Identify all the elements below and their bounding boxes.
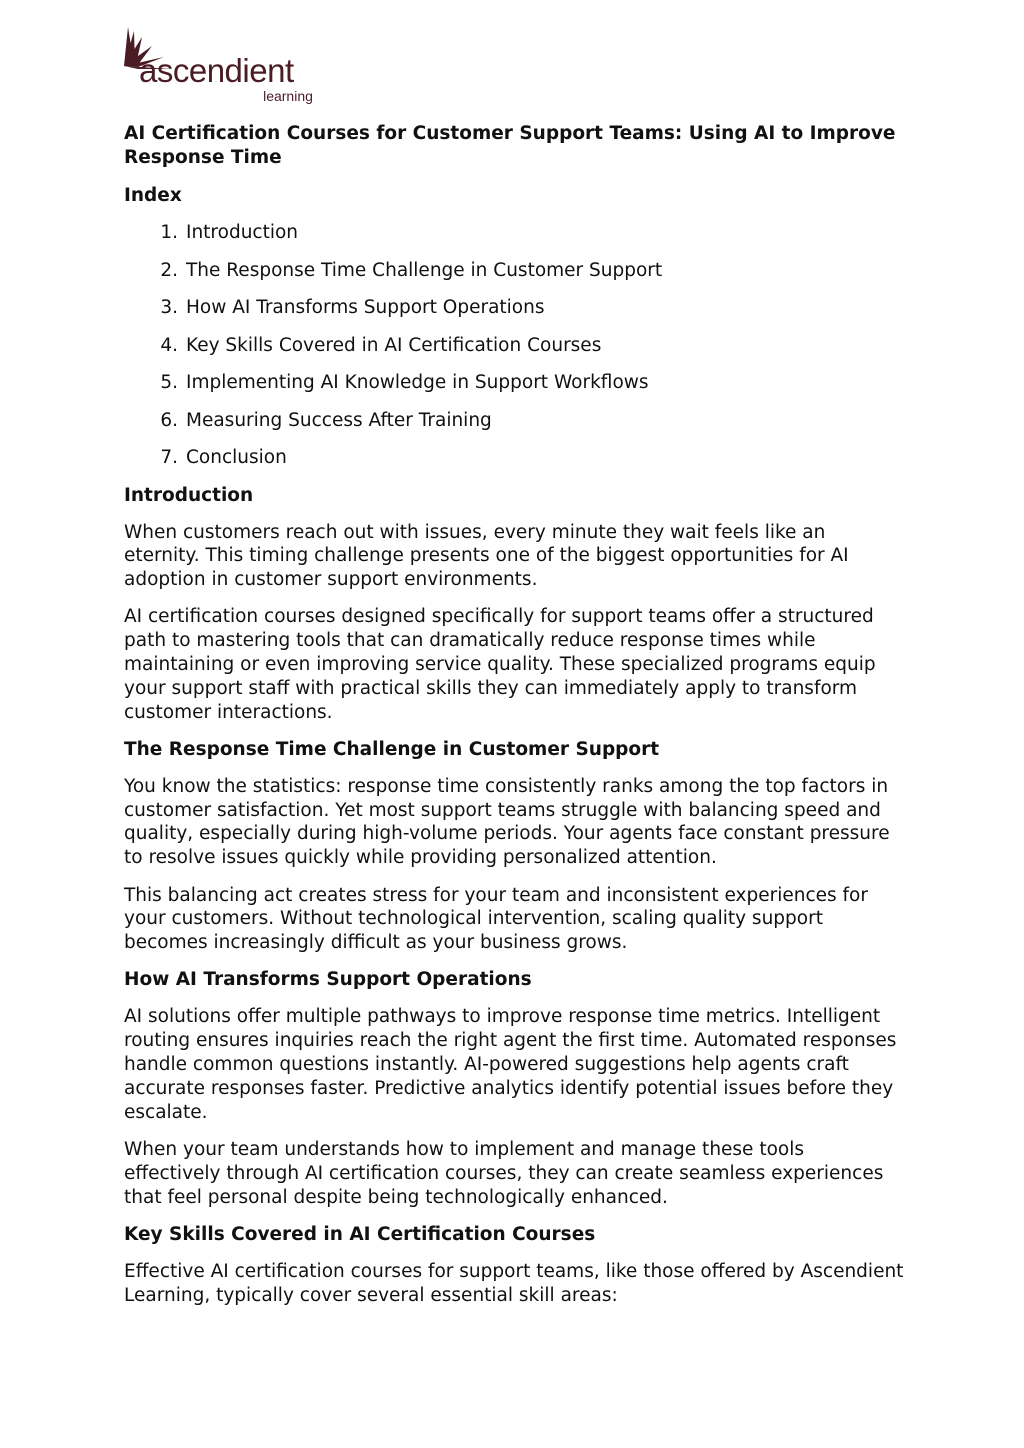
index-item-label: Conclusion	[186, 447, 287, 468]
section-paragraph: When your team understands how to implement and manage these tools effectively through AI certification courses, they can create seamless experiences that feel personal despite being technologically enhanced.	[124, 1138, 884, 1208]
document-page	[124, 26, 904, 1321]
index-heading: Index	[124, 185, 182, 206]
index-list	[124, 221, 904, 470]
index-item	[124, 409, 904, 433]
index-item	[124, 334, 904, 358]
index-item-number: 1.	[160, 222, 178, 243]
index-item-number: 2.	[160, 259, 178, 281]
section-paragraph: This balancing act creates stress for your team and inconsistent experiences for your customers. Without technological intervention, scaling quality support becomes increasingly difficult as your business grows.	[124, 884, 868, 954]
section-heading: Introduction	[124, 484, 254, 506]
index-item	[124, 446, 904, 470]
section-heading: The Response Time Challenge in Customer Support	[124, 738, 660, 760]
section-heading: How AI Transforms Support Operations	[124, 969, 532, 991]
index-item-label: Implementing AI Knowledge in Support Workflows	[186, 372, 649, 393]
index-item-number: 7.	[160, 447, 178, 468]
index-item-label: Measuring Success After Training	[186, 409, 492, 431]
index-item-label: Key Skills Covered in AI Certification Courses	[186, 334, 602, 356]
index-item	[124, 221, 904, 245]
index-item-label: The Response Time Challenge in Customer Support	[186, 259, 663, 281]
document-sections	[124, 484, 904, 1308]
index-item-label: How AI Transforms Support Operations	[186, 297, 545, 318]
section-paragraph: AI certification courses designed specifically for support teams offer a structured path to mastering tools that can dramatically reduce response times while maintaining or even improving service quality. These specialized programs equip your support staff with practical skills they can immediately apply to transform customer interactions.	[124, 606, 876, 723]
index-item-number: 4.	[160, 334, 178, 356]
section-paragraph: Effective AI certification courses for support teams, like those offered by Ascendient Learning, typically cover several essential skill areas:	[124, 1260, 904, 1306]
ascendient-learning-logo	[124, 26, 320, 106]
section-paragraph: You know the statistics: response time consistently ranks among the top factors in customer satisfaction. Yet most support teams struggle with balancing speed and quality, especially during high-volume periods. Your agents face constant pressure to resolve issues quickly while providing personalized attention.	[124, 775, 890, 869]
index-item	[124, 371, 904, 395]
index-item-label: Introduction	[186, 222, 299, 243]
index-item-number: 6.	[160, 409, 178, 431]
index-item-number: 3.	[160, 297, 178, 318]
index-item	[124, 259, 904, 283]
index-item-number: 5.	[160, 372, 178, 393]
section-paragraph: When customers reach out with issues, every minute they wait feels like an eternity. This timing challenge presents one of the biggest opportunities for AI adoption in customer support environments.	[124, 521, 849, 591]
logo-wordmark: ascendient	[139, 52, 294, 89]
document-title: AI Certification Courses for Customer Support Teams: Using AI to Improve Response Time	[124, 123, 896, 168]
logo-subtitle: learning	[263, 88, 313, 104]
index-item	[124, 296, 904, 320]
section-paragraph: AI solutions offer multiple pathways to improve response time metrics. Intelligent routing ensures inquiries reach the right agent the first time. Automated responses handle common questions instantly. AI-powered suggestions help agents craft accurate responses faster. Predictive analytics identify potential issues before they escalate.	[124, 1006, 897, 1123]
section-heading: Key Skills Covered in AI Certification Courses	[124, 1223, 596, 1245]
